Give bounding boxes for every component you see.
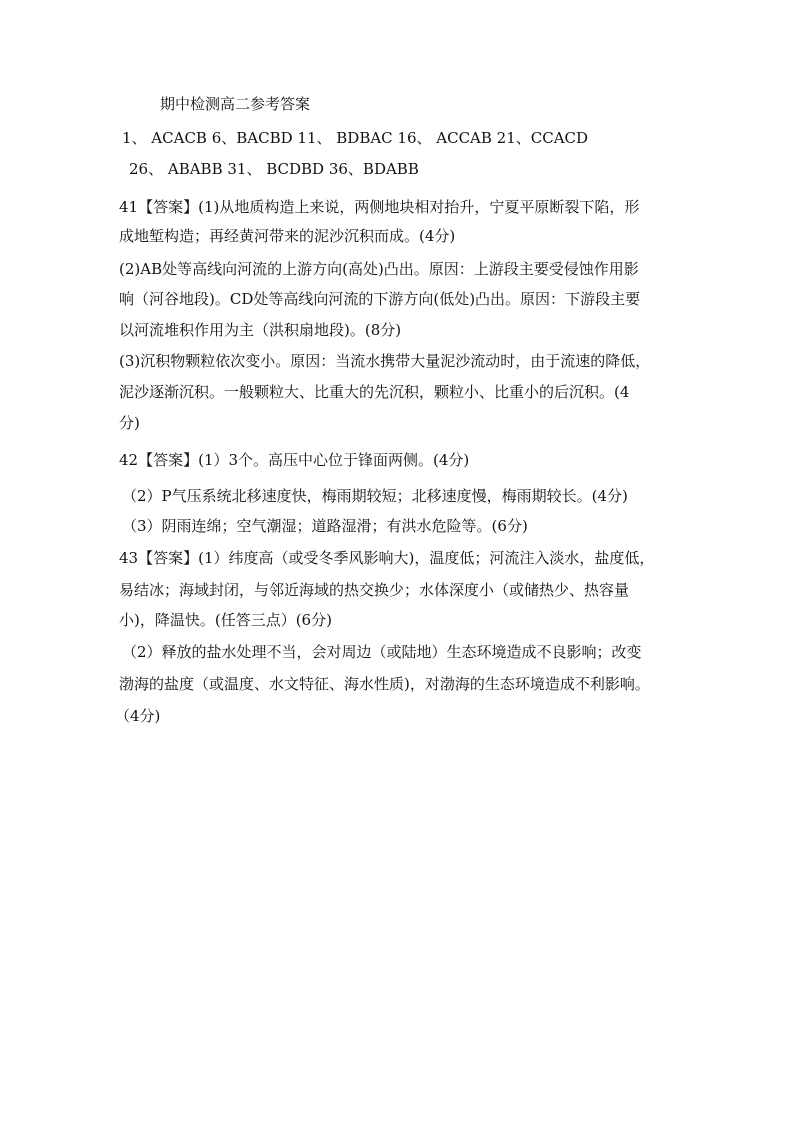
q43-line-4: （2）释放的盐水处理不当，会对周边（或陆地）生态环境造成不良影响；改变 (122, 643, 642, 661)
q42-line-1: 42【答案】(1）3个。高压中心位于锋面两侧。(4分) (119, 451, 470, 469)
q41-line-2: 成地堑构造；再经黄河带来的泥沙沉积而成。(4分) (119, 227, 456, 245)
q41-line-5: 以河流堆积作用为主（洪积扇地段)。(8分) (119, 321, 402, 339)
mc-answers-line-2: 26、 ABABB 31、 BCDBD 36、BDABB (129, 160, 419, 178)
q43-line-1: 43【答案】(1）纬度高（或受冬季风影响大)，温度低；河流注入淡水，盐度低， (119, 549, 655, 567)
q43-line-3: 小)，降温快。(任答三点）(6分) (119, 611, 332, 629)
q42-line-3: （3）阴雨连绵；空气潮湿；道路湿滑；有洪水危险等。(6分) (122, 517, 528, 535)
q43-line-2: 易结冰；海域封闭，与邻近海域的热交换少；水体深度小（或储热少、热容量 (119, 581, 630, 599)
q43-line-6: （4分) (115, 707, 161, 725)
q41-line-1: 41【答案】(1)从地质构造上来说，两侧地块相对抬升，宁夏平原断裂下陷，形 (119, 198, 640, 216)
page-title: 期中检测高二参考答案 (160, 95, 311, 113)
q41-line-7: 泥沙逐渐沉积。一般颗粒大、比重大的先沉积，颗粒小、比重小的后沉积。(4 (119, 383, 630, 401)
q41-line-6: (3)沉积物颗粒依次变小。原因：当流水携带大量泥沙流动时，由于流速的降低， (119, 352, 651, 370)
mc-answers-line-1: 1、 ACACB 6、BACBD 11、 BDBAC 16、 ACCAB 21、CCACD (122, 129, 589, 147)
q41-line-4: 响（河谷地段)。CD处等高线向河流的下游方向(低处)凸出。原因：下游段主要 (119, 290, 641, 308)
q42-line-2: （2）P气压系统北移速度快，梅雨期较短；北移速度慢，梅雨期较长。(4分) (122, 487, 628, 505)
q41-line-3: (2)AB处等高线向河流的上游方向(高处)凸出。原因：上游段主要受侵蚀作用影 (119, 260, 639, 278)
q43-line-5: 渤海的盐度（或温度、水文特征、海水性质)，对渤海的生态环境造成不利影响。 (119, 675, 650, 693)
q41-line-8: 分) (119, 414, 140, 432)
